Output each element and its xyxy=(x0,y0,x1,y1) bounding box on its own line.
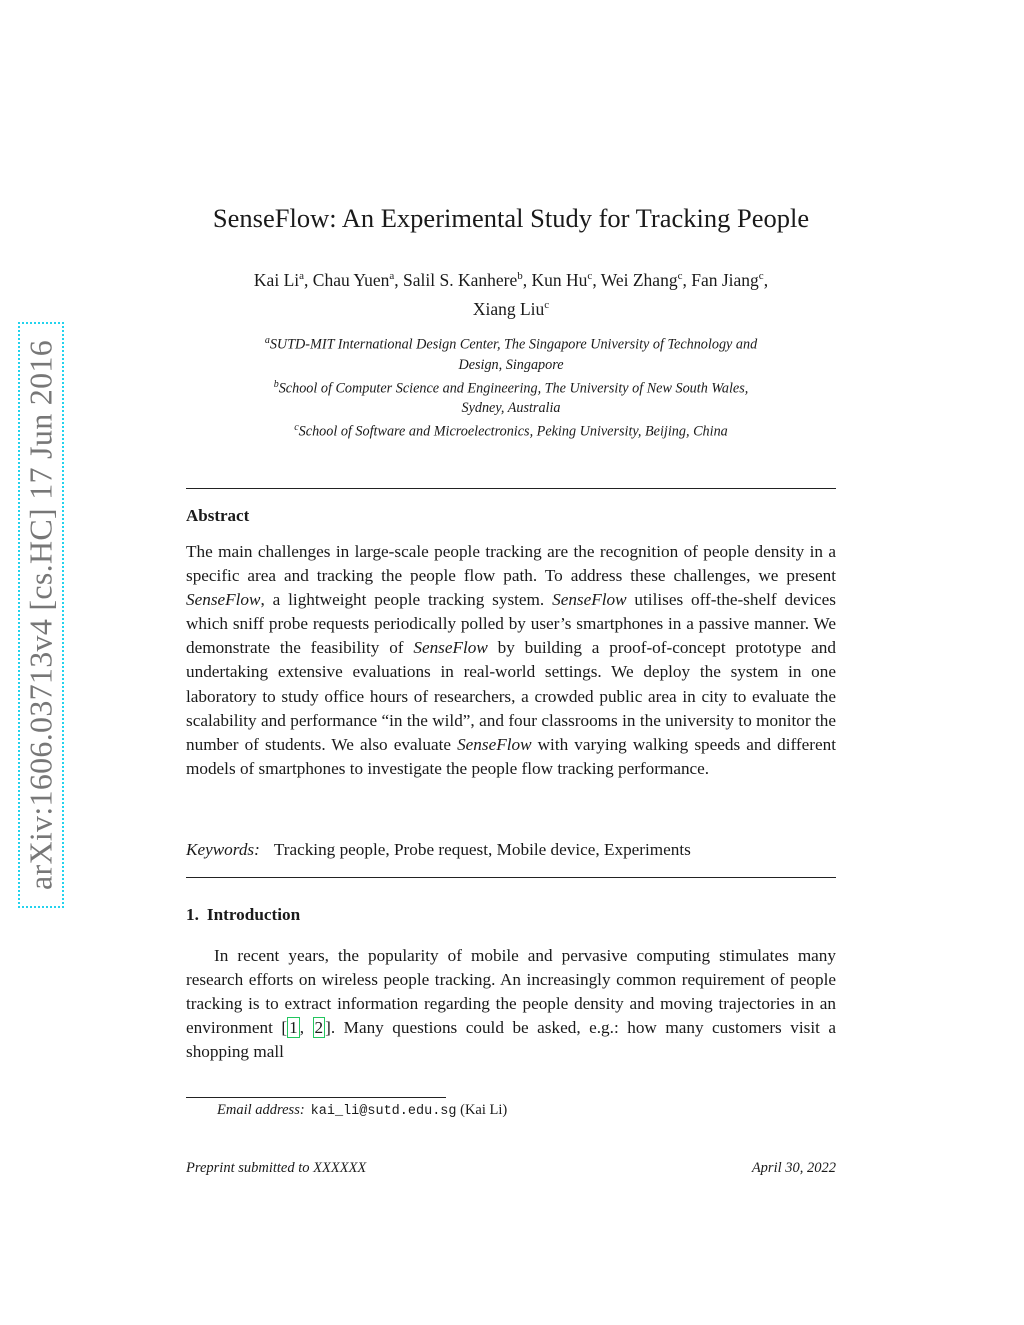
author: Kun Hu$^c$ xyxy=(531,269,593,290)
author: Chau Yuen$^a$ xyxy=(312,269,395,290)
citation-link[interactable]: 2 xyxy=(314,1018,324,1038)
footnote-rule xyxy=(186,1097,446,1098)
keywords xyxy=(186,840,836,860)
introduction-text: In recent years, the popularity of mobile and pervasive computing stimulates many research efforts on wireless people tracking. An increasingly common requirement of people tracking is to extract information regarding the people density and moving trajectories in an environment [ 1 , 2 ]. Many questions could be asked, e.g.: how many customers visit a shopping mall xyxy=(186,946,837,1062)
author-list: Kai Li$^a$, Chau Yuen$^a$, Salil S. Kanhere$^b$, Kun Hu$^c$, Wei Zhang$^c$, Fan Jiang$^c$, Xiang Liu$^c$ xyxy=(253,269,769,319)
footer-date: April 30, 2022 xyxy=(751,1160,836,1176)
affiliations xyxy=(186,331,836,442)
footnote xyxy=(217,1102,507,1119)
footnote-name: (Kai Li) xyxy=(460,1102,508,1118)
abstract-heading: Abstract xyxy=(186,506,250,525)
email-address: kai_li@sutd.edu.sg xyxy=(310,1104,457,1119)
arxiv-stamp[interactable] xyxy=(18,322,64,908)
author: Fan Jiang$^c$ xyxy=(691,269,764,290)
footer-preprint: Preprint submitted to XXXXXX xyxy=(186,1160,367,1176)
affiliation-c: $^c$School of Software and Microelectronics, Peking University, Beijing, China xyxy=(294,422,728,441)
abstract-bottom-rule xyxy=(186,877,836,878)
paper-title: SenseFlow: An Experimental Study for Tracking People xyxy=(212,203,810,233)
section-heading-introduction: 1. Introduction xyxy=(186,905,301,924)
author: Wei Zhang$^c$ xyxy=(600,269,683,290)
footnote-label: Email address: xyxy=(217,1102,305,1118)
affiliation-b: $^b$School of Computer Science and Engineering, The University of New South Wales, Sydney, Australia xyxy=(273,378,749,417)
affiliation-a: $^a$SUTD-MIT International Design Center, The Singapore University of Technology and Design, Singapore xyxy=(264,335,758,373)
abstract-top-rule xyxy=(186,488,836,489)
author: Xiang Liu$^c$ xyxy=(472,298,550,319)
arxiv-id: arXiv:1606.03713v4 [cs.HC] 17 Jun 2016 xyxy=(22,339,59,891)
citation-link[interactable]: 1 xyxy=(289,1018,298,1038)
author: Kai Li$^a$ xyxy=(253,269,305,290)
keywords-label: Keywords: xyxy=(186,840,260,859)
abstract-text: The main challenges in large-scale people tracking are the recognition of people density in a specific area and tracking the people flow path. To address these challenges, we present SenseFlow, a lightweight people tracking system. SenseFlow utilises off-the-shelf devices which sniff probe requests periodically polled by user’s smartphones in a passive manner. We demonstrate the feasibility of SenseFlow by building a proof-of-concept prototype and undertaking extensive evaluations in real-world settings. We deploy the system in one laboratory to study office hours of researchers, a crowded public area in city to evaluate the scalability and performance “in the wild”, and four classrooms in the university to monitor the number of students. We also evaluate SenseFlow with varying walking speeds and different models of smartphones to investigate the people flow tracking performance. xyxy=(186,542,836,778)
keywords-text: Tracking people, Probe request, Mobile device, Experiments xyxy=(273,840,691,859)
author: Salil S. Kanhere$^b$ xyxy=(403,269,523,290)
